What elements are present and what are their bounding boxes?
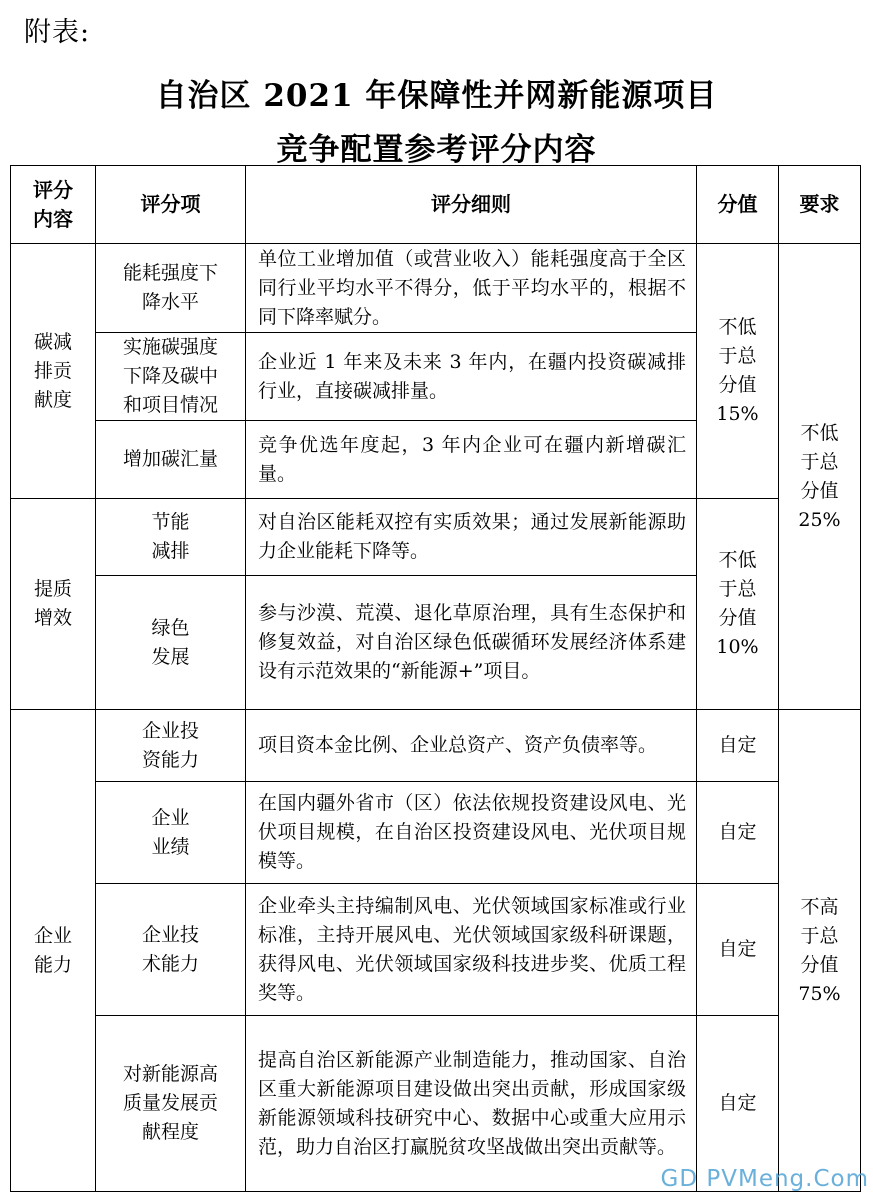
- group-quality: 提质 增效: [11, 499, 96, 710]
- watermark: GD PVMeng.Com: [660, 1166, 869, 1192]
- score-self: 自定: [697, 1016, 779, 1192]
- item-detail: 单位工业增加值（或营业收入）能耗强度高于全区同行业平均水平不得分，低于平均水平的，根据不同下降率赋分。: [246, 244, 697, 333]
- header-requirement: 要求: [779, 166, 861, 244]
- item-detail: 对自治区能耗双控有实质效果；通过发展新能源助力企业能耗下降等。: [246, 499, 697, 576]
- scoring-table: [10, 165, 861, 1192]
- table-row: [11, 499, 861, 576]
- item-name: 节能 减排: [96, 499, 246, 576]
- item-name: 增加碳汇量: [96, 421, 246, 499]
- group-carbon: 碳减 排贡 献度: [11, 244, 96, 499]
- item-detail: 项目资本金比例、企业总资产、资产负债率等。: [246, 710, 697, 782]
- table-row: [11, 782, 861, 884]
- item-name: 能耗强度下 降水平: [96, 244, 246, 333]
- table-row: [11, 884, 861, 1016]
- requirement-second: 不高 于总 分值 75%: [779, 710, 861, 1192]
- item-name: 绿色 发展: [96, 576, 246, 710]
- score-self: 自定: [697, 710, 779, 782]
- item-detail: 企业牵头主持编制风电、光伏领域国家标准或行业标准，主持开展风电、光伏领域国家级科研课题，获得风电、光伏领域国家级科技进步奖、优质工程奖等。: [246, 884, 697, 1016]
- header-row: [11, 166, 861, 244]
- appendix-label: 附表:: [24, 17, 91, 48]
- header-item: 评分项: [96, 166, 246, 244]
- score-self: 自定: [697, 884, 779, 1016]
- score-self: 自定: [697, 782, 779, 884]
- item-detail: 在国内疆外省市（区）依法依规投资建设风电、光伏项目规模，在自治区投资建设风电、光伏项目规模等。: [246, 782, 697, 884]
- group-capability: 企业 能力: [11, 710, 96, 1192]
- title-line-2: 竞争配置参考评分内容: [276, 132, 597, 168]
- header-score: 分值: [697, 166, 779, 244]
- item-detail: 竞争优选年度起，3 年内企业可在疆内新增碳汇量。: [246, 421, 697, 499]
- item-detail: 提高自治区新能源产业制造能力，推动国家、自治区重大新能源项目建设做出突出贡献，形成国家级新能源领域科技研究中心、数据中心或重大应用示范，助力自治区打赢脱贫攻坚战做出突出贡献等。: [246, 1016, 697, 1192]
- table-row: [11, 244, 861, 333]
- item-name: 实施碳强度 下降及碳中 和项目情况: [96, 333, 246, 421]
- score-quality: 不低 于总 分值 10%: [697, 499, 779, 710]
- title-line-1: 自治区 2021 年保障性并网新能源项目: [155, 78, 718, 114]
- header-detail: 评分细则: [246, 166, 697, 244]
- table-row: [11, 710, 861, 782]
- item-name: 对新能源高 质量发展贡 献程度: [96, 1016, 246, 1192]
- score-carbon: 不低 于总 分值 15%: [697, 244, 779, 499]
- item-detail: 企业近 1 年来及未来 3 年内，在疆内投资碳减排行业，直接碳减排量。: [246, 333, 697, 421]
- requirement-first: 不低 于总 分值 25%: [779, 244, 861, 710]
- item-detail: 参与沙漠、荒漠、退化草原治理，具有生态保护和修复效益，对自治区绿色低碳循环发展经济体系建设有示范效果的“新能源+”项目。: [246, 576, 697, 710]
- item-name: 企业投 资能力: [96, 710, 246, 782]
- header-content: 评分 内容: [11, 166, 96, 244]
- item-name: 企业技 术能力: [96, 884, 246, 1016]
- item-name: 企业 业绩: [96, 782, 246, 884]
